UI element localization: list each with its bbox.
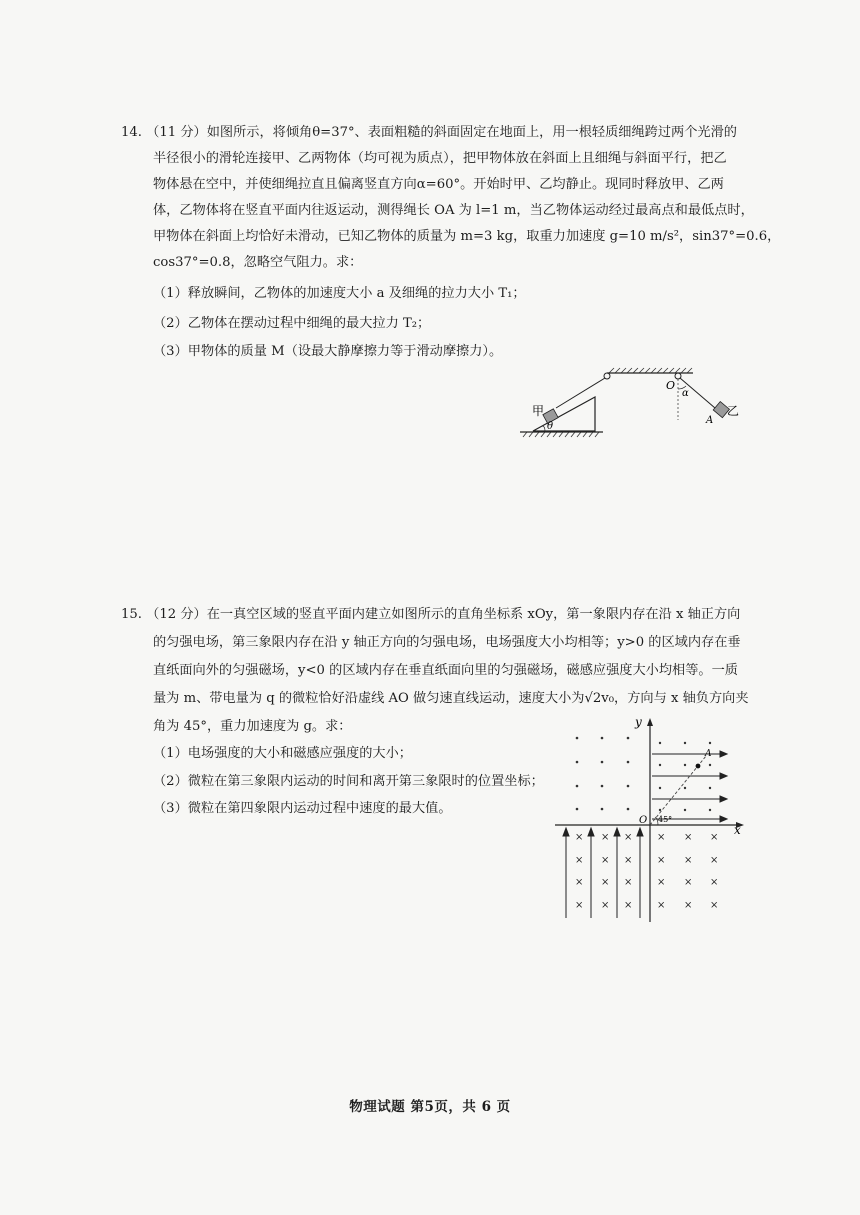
problem-15-question-1: （1）电场强度的大小和磁感应强度的大小； [153,746,412,761]
problem-14-line-6: cos37°=0.8，忽略空气阻力。求： [153,255,363,270]
label-alpha: α [682,388,689,399]
svg-text:×: × [657,877,666,888]
problem-15-figure [550,712,750,927]
problem-15-line-3: 直纸面向外的匀强磁场，y<0 的区域内存在垂直纸面向里的匀强磁场，磁感应强度大小均相等。一质 [153,663,738,678]
svg-text:×: × [575,832,584,843]
problem-15-line-5: 角为 45°，重力加速度为 g。求： [153,719,352,734]
label-45deg: 45° [658,815,673,824]
svg-text:×: × [657,832,666,843]
svg-text:×: × [684,900,693,911]
problem-14-question-2: （2）乙物体在摆动过程中细绳的最大拉力 T₂； [153,316,431,331]
problem-15-line-1: 15. （12 分）在一真空区域的竖直平面内建立如图所示的直角坐标系 xOy，第一象限内存在沿 x 轴正方向 [121,607,741,622]
label-x: x [734,823,741,837]
problem-14-figure [515,365,760,440]
svg-text:×: × [684,832,693,843]
problem-14-question-3: （3）甲物体的质量 M（设最大静摩擦力等于滑动摩擦力）。 [153,344,503,359]
page-footer: 物理试题 第5页，共 6 页 [349,1099,511,1115]
label-origin: O [639,815,648,826]
dots-quadrant-2 [576,737,630,811]
label-A: A [705,749,712,759]
label-A: A [706,415,714,426]
svg-text:×: × [624,877,633,888]
svg-text:×: × [601,900,610,911]
svg-text:×: × [710,900,719,911]
svg-text:×: × [710,855,719,866]
problem-14-line-2: 半径很小的滑轮连接甲、乙两物体（均可视为质点），把甲物体放在斜面上且细绳与斜面平行，把乙 [153,151,727,166]
svg-text:×: × [710,877,719,888]
problem-15-question-2: （2）微粒在第三象限内运动的时间和离开第三象限时的位置坐标； [153,774,544,789]
label-theta: θ [547,421,554,432]
svg-text:×: × [601,877,610,888]
particle [696,764,701,769]
problem-15-line-4: 量为 m、带电量为 q 的微粒恰好沿虚线 AO 做匀速直线运动，速度大小为√2v₀，方向与 x 轴负方向夹 [153,691,749,706]
crosses-lower-half [575,832,718,911]
field-arrows-quadrant-1 [652,751,727,822]
problem-15-line-2: 的匀强电场，第三象限内存在沿 y 轴正方向的匀强电场，电场强度大小均相等；y>0 的区域内存在垂 [153,635,741,650]
label-O: O [666,379,676,392]
svg-text:×: × [684,877,693,888]
problem-14-question-1: （1）释放瞬间，乙物体的加速度大小 a 及细绳的拉力大小 T₁； [153,286,526,301]
svg-text:×: × [684,855,693,866]
problem-14-line-5: 甲物体在斜面上均恰好未滑动，已知乙物体的质量为 m=3 kg，取重力加速度 g=10 m/s²，sin37°=0.6， [153,229,781,244]
label-y: y [635,715,642,729]
svg-text:×: × [657,855,666,866]
svg-text:×: × [624,900,633,911]
svg-text:×: × [624,855,633,866]
label-yi: 乙 [727,404,740,418]
problem-14-line-1: 14. （11 分）如图所示，将倾角θ=37°、表面粗糙的斜面固定在地面上，用一根轻质细绳跨过两个光滑的 [121,125,737,140]
svg-text:×: × [657,900,666,911]
svg-text:×: × [575,877,584,888]
svg-text:×: × [575,900,584,911]
svg-text:×: × [601,832,610,843]
svg-text:×: × [575,855,584,866]
svg-text:×: × [624,832,633,843]
problem-14-line-3: 物体悬在空中，并使细绳拉直且偏离竖直方向α=60°。开始时甲、乙均静止。现同时释放甲、乙两 [153,177,724,192]
svg-text:×: × [710,832,719,843]
svg-text:×: × [601,855,610,866]
problem-14-line-4: 体，乙物体将在竖直平面内往返运动，测得绳长 OA 为 l=1 m，当乙物体运动经过最高点和最低点时， [153,203,754,218]
label-jia: 甲 [532,404,545,418]
problem-15-question-3: （3）微粒在第四象限内运动过程中速度的最大值。 [153,801,452,816]
